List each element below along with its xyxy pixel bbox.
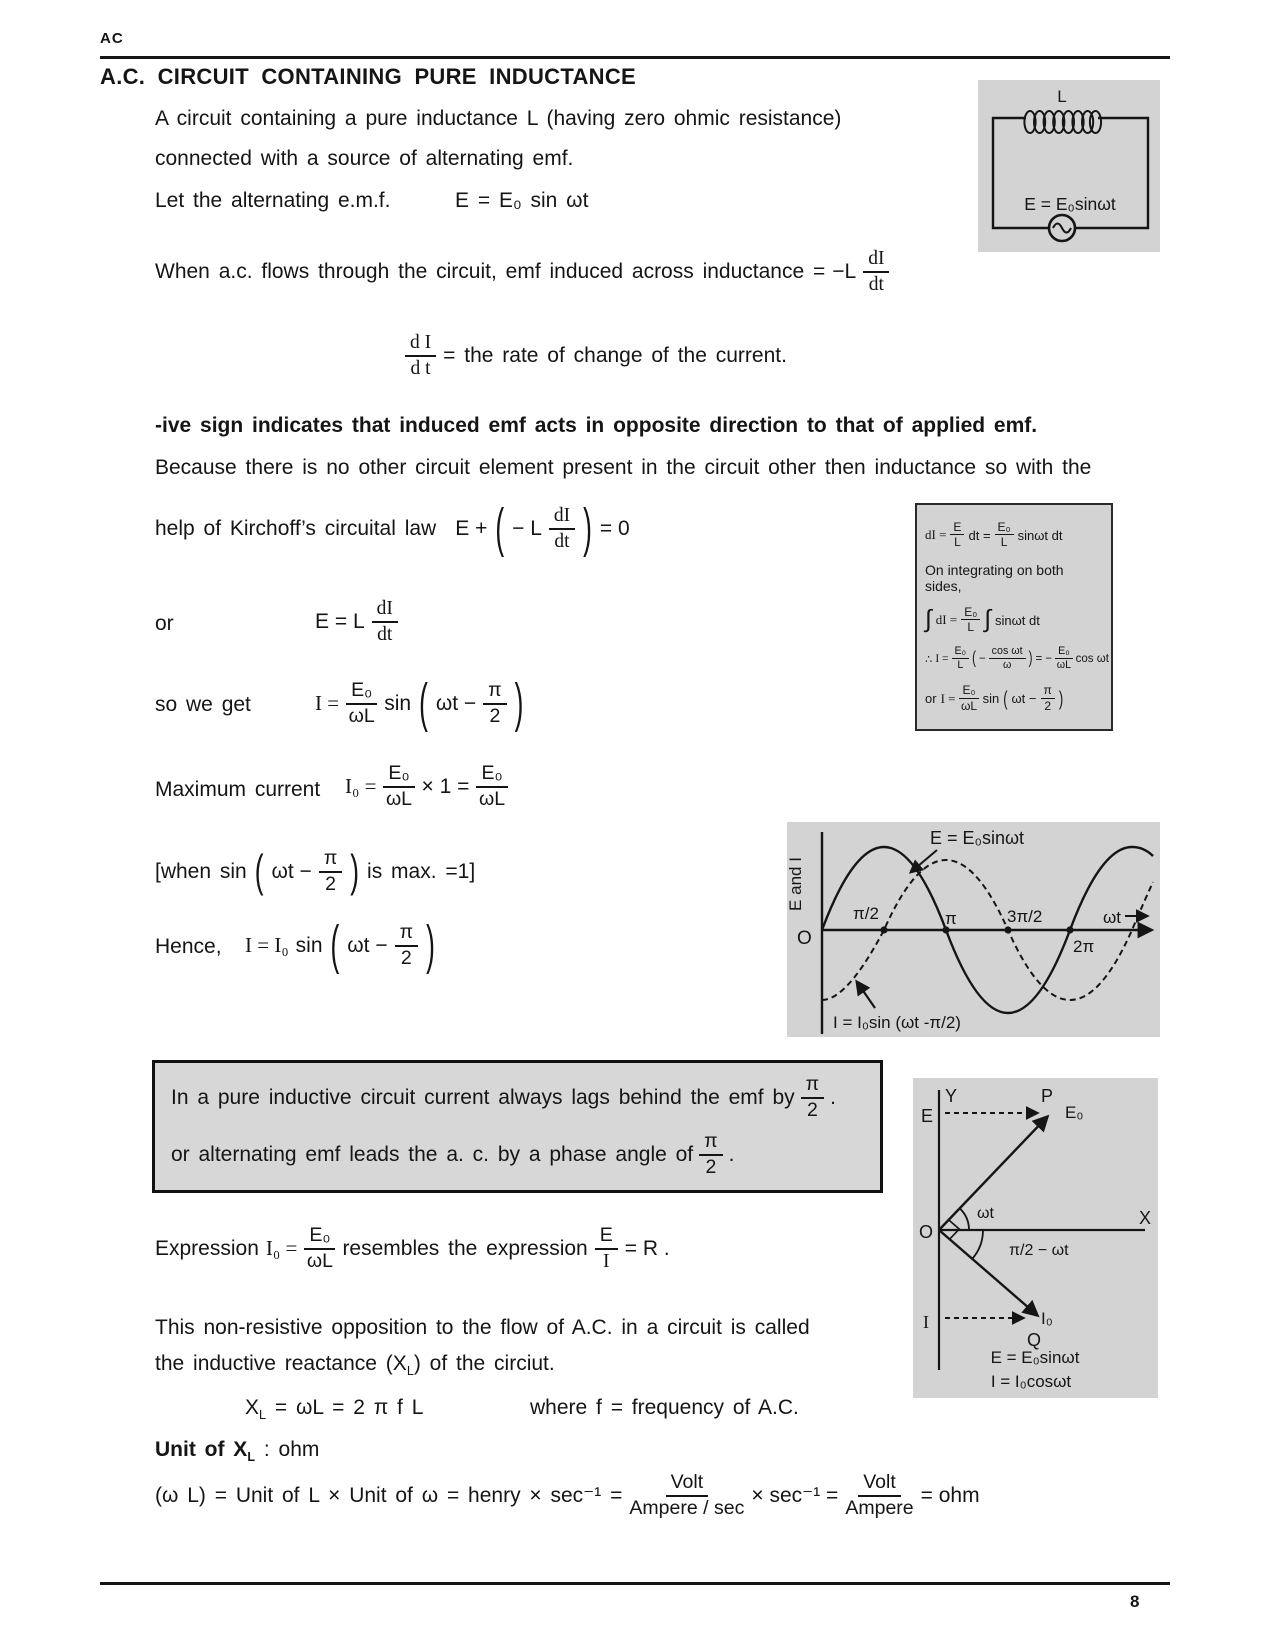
left-paren: ( (330, 914, 340, 976)
fraction (395, 922, 418, 970)
eq-token: sinωt dt (995, 612, 1040, 628)
frac-num: E₀ (304, 1225, 335, 1250)
frac-num: π (395, 922, 418, 947)
negative-sign-note: -ive sign indicates that induced emf acts in opposite direction to that of applied emf. (155, 414, 1038, 437)
frequency-note: where f = frequency of A.C. (530, 1396, 799, 1419)
unit-label-bold (155, 1438, 256, 1465)
emf-curve-label: E = E₀sinωt (930, 828, 1025, 848)
intro-line-1: A circuit containing a pure inductance L (having zero ohmic resistance) (155, 107, 842, 130)
eq-token: × sec⁻¹ = (751, 1484, 839, 1508)
lag-text: In a pure inductive circuit current always lags behind the emf by (171, 1086, 795, 1110)
waveform-graph-figure (787, 822, 1160, 1037)
fraction (950, 521, 964, 550)
fraction (699, 1131, 722, 1179)
didt-fraction (863, 248, 889, 296)
dimensional-analysis-line (155, 1472, 980, 1520)
frac-num: E₀ (1055, 646, 1073, 659)
frac-num: E₀ (959, 684, 978, 699)
frac-num: π (801, 1074, 824, 1099)
eq-token: I₀ = (265, 1236, 298, 1261)
frac-num: E₀ (995, 521, 1014, 536)
tick-dot (880, 926, 887, 933)
hence-label: Hence, (155, 935, 222, 958)
tick-label-pi: π (945, 909, 957, 928)
max-current-equation (345, 763, 508, 811)
lag-statement-box (152, 1060, 883, 1193)
eq-token: resembles the expression (342, 1236, 588, 1260)
frac-num: d I (405, 332, 436, 357)
text-part: Unit of X (155, 1438, 248, 1461)
unit-line (155, 1438, 319, 1464)
phasor-diagram-figure (913, 1078, 1158, 1398)
eq-token: is max. =1] (367, 859, 476, 883)
e0-label: E₀ (1065, 1103, 1084, 1122)
frac-num: E₀ (952, 646, 970, 659)
fraction (595, 1225, 618, 1273)
frac-den: 2 (806, 1099, 818, 1122)
eq-token: sin (982, 691, 1000, 707)
sidebox-line-5 (925, 684, 1103, 713)
expression-label: Expression (155, 1236, 259, 1260)
fraction (476, 763, 507, 811)
rate-of-change-line (405, 332, 787, 380)
sidebox-line-1 (925, 521, 1103, 550)
frac-den: dt (377, 623, 393, 645)
right-paren: ) (350, 845, 360, 897)
eq-token: dt = (968, 527, 991, 543)
kirchhoff-label: help of Kirchoff’s circuital law (155, 516, 437, 540)
integral-icon: ∫ (984, 605, 992, 633)
page-title: A.C. CIRCUIT CONTAINING PURE INDUCTANCE (100, 64, 636, 89)
lead-text: or alternating emf leads the a. c. by a phase angle of (171, 1142, 694, 1166)
subscript-L: L (259, 1408, 267, 1423)
left-paren: ( (419, 672, 428, 734)
kirchhoff-rhs: = 0 (599, 516, 630, 540)
left-paren: ( (972, 650, 976, 669)
kirchhoff-line (155, 497, 630, 559)
eq-token: I = (940, 690, 956, 706)
frac-num: Volt (666, 1472, 709, 1497)
right-paren: ) (1058, 687, 1064, 711)
period: . (728, 1142, 735, 1166)
period: . (830, 1086, 836, 1110)
eq-token: = R . (624, 1236, 670, 1260)
frac-den: dt (554, 530, 570, 552)
p-point-label: P (1041, 1086, 1054, 1106)
frac-num: E (950, 521, 964, 536)
reactance-line-2 (155, 1352, 555, 1378)
so-we-get-label: so we get (155, 693, 251, 716)
xl-formula (245, 1396, 423, 1422)
inductor-label: L (1057, 87, 1067, 106)
eq-token: − (978, 653, 986, 666)
frac-num: E₀ (383, 763, 414, 788)
fraction (1055, 646, 1073, 672)
sidebox-line-2: On integrating on both sides, (925, 561, 1064, 594)
x-axis-label: ωt (1103, 908, 1121, 927)
emf-equation: E = E₀ sin ωt (455, 189, 589, 212)
frac-den: L (954, 535, 961, 550)
current-label-arrow-icon (857, 982, 875, 1008)
tick-label-pi-2: π/2 (853, 904, 879, 923)
frac-den: 2 (1044, 698, 1052, 713)
eq-token: E = L (315, 609, 365, 633)
origin-label: O (919, 1222, 934, 1242)
eq-token: = ohm (920, 1483, 980, 1507)
wt-angle-label: ωt (977, 1205, 994, 1222)
kirchhoff-coef: − L (512, 516, 542, 540)
fraction (995, 521, 1014, 550)
fraction (629, 1472, 744, 1520)
frac-den: 2 (400, 946, 412, 969)
phasor-caption-i: I = I₀cosωt (990, 1372, 1072, 1391)
current-equation (315, 672, 524, 734)
when-max-line (155, 845, 476, 897)
frac-num: E (595, 1225, 618, 1250)
right-paren: ) (583, 497, 592, 559)
frac-den: Ampere / sec (629, 1496, 745, 1519)
header-rule (100, 56, 1170, 59)
fraction (1041, 684, 1055, 713)
eq-token: ωt − (271, 859, 312, 883)
eq-token: = − (1035, 653, 1053, 666)
unit-value: : ohm (263, 1438, 320, 1461)
frac-den: L (967, 620, 975, 635)
expression-line (155, 1225, 670, 1273)
frac-num: dI (549, 505, 575, 530)
rate-of-change-text: = the rate of change of the current. (443, 343, 787, 367)
right-paren: ) (426, 914, 435, 976)
subscript-L: L (247, 1450, 256, 1465)
integral-icon: ∫ (925, 605, 932, 633)
eq-token: I = (315, 691, 340, 716)
frac-den: 2 (705, 1155, 717, 1178)
x-axis-label: X (1139, 1208, 1152, 1228)
kirchhoff-lhs: E + (455, 516, 488, 540)
frac-num: dI (372, 598, 398, 623)
frac-num: π (699, 1131, 722, 1156)
frac-den: L (957, 659, 964, 672)
right-paren: ) (514, 672, 524, 734)
frac-den: ω (1002, 659, 1012, 672)
phasor-caption-e: E = E₀sinωt (990, 1348, 1080, 1367)
frac-den: ωL (348, 704, 375, 727)
or-label: or (155, 612, 174, 635)
circuit-figure (978, 80, 1160, 252)
frac-num: E₀ (476, 763, 507, 788)
eq-token: I = I₀ (245, 933, 289, 958)
frac-den: 2 (325, 872, 336, 895)
eq-token: [when sin (155, 859, 247, 883)
inductor-coil-icon (1024, 111, 1101, 133)
eq-token: (ω L) = Unit of L × Unit of ω = henry × sec⁻¹ = (155, 1484, 623, 1508)
sidebox-line-4 (925, 645, 1109, 672)
tick-dot (1004, 926, 1011, 933)
or-equation (315, 598, 398, 646)
i0-label: I₀ (1041, 1309, 1053, 1328)
text-part: ) of the circiut. (413, 1352, 555, 1375)
tick-label-2pi: 2π (1073, 937, 1095, 956)
frac-den: dt (868, 273, 884, 295)
lag-line-1 (171, 1074, 864, 1122)
hence-equation (245, 914, 436, 976)
fraction (959, 684, 978, 713)
lag-line-2 (171, 1131, 864, 1179)
max-current-label: Maximum current (155, 778, 321, 801)
fraction (801, 1074, 824, 1122)
eq-token: dI = (925, 527, 947, 543)
origin-label: O (797, 928, 812, 949)
induced-emf-line (155, 248, 889, 296)
i-label: I (923, 1312, 929, 1332)
fraction (304, 1225, 335, 1273)
frac-den: ωL (478, 787, 506, 810)
right-paren: ) (1028, 650, 1033, 669)
current-curve-label: I = I₀sin (ωt -π/2) (833, 1013, 961, 1032)
fraction (989, 646, 1026, 672)
fraction (845, 1472, 913, 1520)
footer-rule (100, 1582, 1170, 1585)
xl-symbol: X (245, 1396, 260, 1419)
page-number: 8 (1130, 1592, 1140, 1611)
eq-token: sin (295, 933, 323, 957)
eq-token: I = (935, 653, 949, 666)
frac-num: E₀ (961, 606, 980, 621)
frac-num: cos ωt (989, 646, 1026, 659)
eq-token: × 1 = (421, 774, 470, 798)
left-paren: ( (495, 497, 505, 559)
reactance-line-1: This non-resistive opposition to the flow of A.C. in a circuit is called (155, 1316, 810, 1339)
frac-num: Volt (858, 1472, 901, 1497)
frac-den: d t (410, 357, 431, 379)
fraction (952, 646, 970, 672)
didt-fraction (372, 598, 398, 646)
left-paren: ( (1003, 687, 1008, 711)
eq-token: ωt − (347, 933, 388, 957)
complement-angle-label: π/2 − ωt (1009, 1242, 1069, 1259)
didt-fraction (405, 332, 436, 380)
fraction (319, 848, 342, 896)
sidebox-line-3 (925, 606, 1103, 635)
intro-line-3-label: Let the alternating e.m.f. (155, 189, 391, 212)
complement-angle-arc (972, 1230, 983, 1259)
e-label: E (921, 1106, 934, 1126)
eq-token: sinωt dt (1017, 527, 1063, 543)
tick-dot (1066, 926, 1073, 933)
text-part: the inductive reactance (X (155, 1352, 407, 1375)
eq-token: I₀ = (345, 774, 377, 799)
intro-line-2: connected with a source of alternating emf. (155, 147, 574, 170)
y-axis-label: Y (945, 1086, 958, 1106)
induced-emf-text: When a.c. flows through the circuit, emf induced across inductance = (155, 259, 826, 283)
y-axis-label: E and I (787, 857, 805, 911)
frac-den: 2 (489, 704, 501, 727)
q-point-label: Q (1027, 1330, 1042, 1350)
eq-token: sin (384, 691, 412, 715)
frac-den: ωL (1056, 659, 1072, 672)
frac-den: ωL (306, 1249, 333, 1272)
didt-fraction (549, 505, 575, 553)
coef-minus-L: −L (832, 259, 857, 283)
subscript-L: L (406, 1364, 414, 1379)
eq-token: ωt − (1011, 691, 1037, 707)
fraction (961, 606, 980, 635)
xl-value: = ωL = 2 π f L (274, 1396, 424, 1419)
eq-token: cos ωt (1075, 653, 1109, 666)
eq-token: dI = (935, 612, 958, 628)
eq-token: ωt − (435, 691, 477, 715)
fraction (483, 680, 506, 728)
frac-den: L (1000, 535, 1008, 550)
wt-angle-arc (960, 1208, 969, 1230)
source-emf-label: E = E₀sinωt (1024, 194, 1116, 214)
fraction (346, 680, 377, 728)
frac-num: E₀ (346, 680, 377, 705)
frac-num: π (1041, 684, 1055, 699)
fraction (383, 763, 414, 811)
frac-den: ωL (385, 787, 413, 810)
frac-num: π (319, 848, 342, 873)
therefore-icon: ∴ (925, 654, 933, 667)
left-paren: ( (254, 845, 264, 897)
integration-sidebox (915, 503, 1113, 731)
frac-den: I (603, 1250, 610, 1272)
frac-den: Ampere (845, 1496, 914, 1519)
frac-den: ωL (960, 698, 978, 713)
frac-num: dI (863, 248, 889, 273)
tick-label-3pi-2: 3π/2 (1007, 907, 1043, 926)
page-header: AC (100, 30, 124, 47)
frac-num: π (483, 680, 506, 705)
eq-token: or (925, 691, 937, 707)
because-line: Because there is no other circuit element present in the circuit other then inductance so with the (155, 456, 1092, 479)
